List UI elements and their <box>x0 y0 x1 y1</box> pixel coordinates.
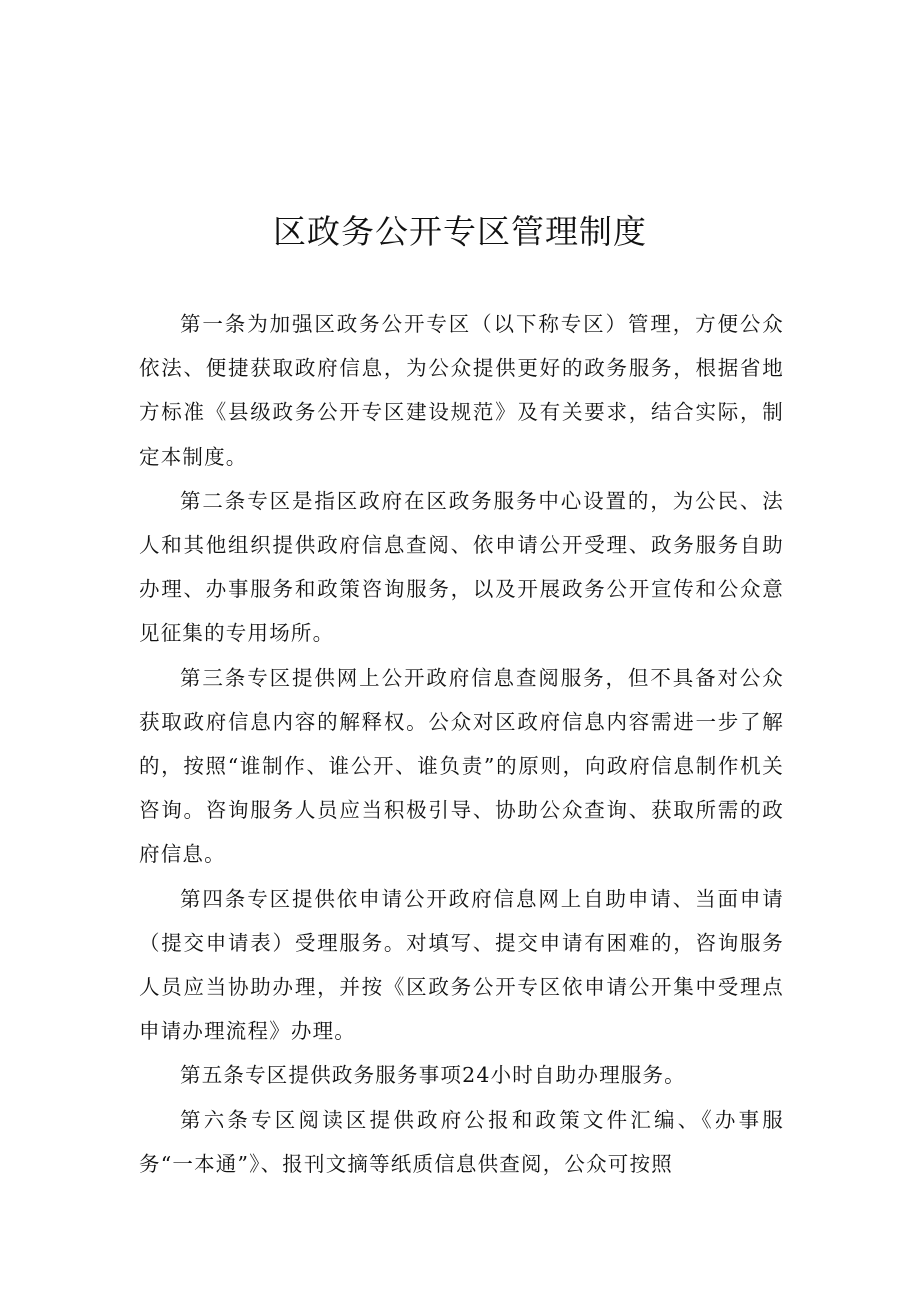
article-2-paragraph: 第二条专区是指区政府在区政务服务中心设置的，为公民、法人和其他组织提供政府信息查阅、依申请公开受理、政务服务自助办理、办事服务和政策咨询服务，以及开展政务公开宣传和公众意见征集的专用场所。 <box>139 488 784 646</box>
article-3-paragraph: 第三条专区提供网上公开政府信息查阅服务，但不具备对公众获取政府信息内容的解释权。公众对区政府信息内容需进一步了解的，按照“谁制作、谁公开、谁负责”的原则，向政府信息制作机关咨询。咨询服务人员应当积极引导、协助公众查询、获取所需的政府信息。 <box>139 665 784 867</box>
article-6-paragraph: 第六条专区阅读区提供政府公报和政策文件汇编、《办事服务“一本通”》、报刊文摘等纸质信息供查阅，公众可按照 <box>139 1107 784 1176</box>
article-5-paragraph: 第五条专区提供政务服务事项24小时自助办理服务。 <box>180 1063 686 1088</box>
article-1-paragraph: 第一条为加强区政务公开专区（以下称专区）管理，方便公众依法、便捷获取政府信息，为公众提供更好的政务服务，根据省地方标准《县级政务公开专区建设规范》及有关要求，结合实际，制定本制度。 <box>139 312 784 469</box>
document-body <box>139 302 784 1186</box>
article-4-paragraph: 第四条专区提供依申请公开政府信息网上自助申请、当面申请（提交申请表）受理服务。对填写、提交申请有困难的，咨询服务人员应当协助办理，并按《区政务公开专区依申请公开集中受理点申请办理流程》办理。 <box>139 886 784 1044</box>
document-title: 区政务公开专区管理制度 <box>273 212 647 251</box>
